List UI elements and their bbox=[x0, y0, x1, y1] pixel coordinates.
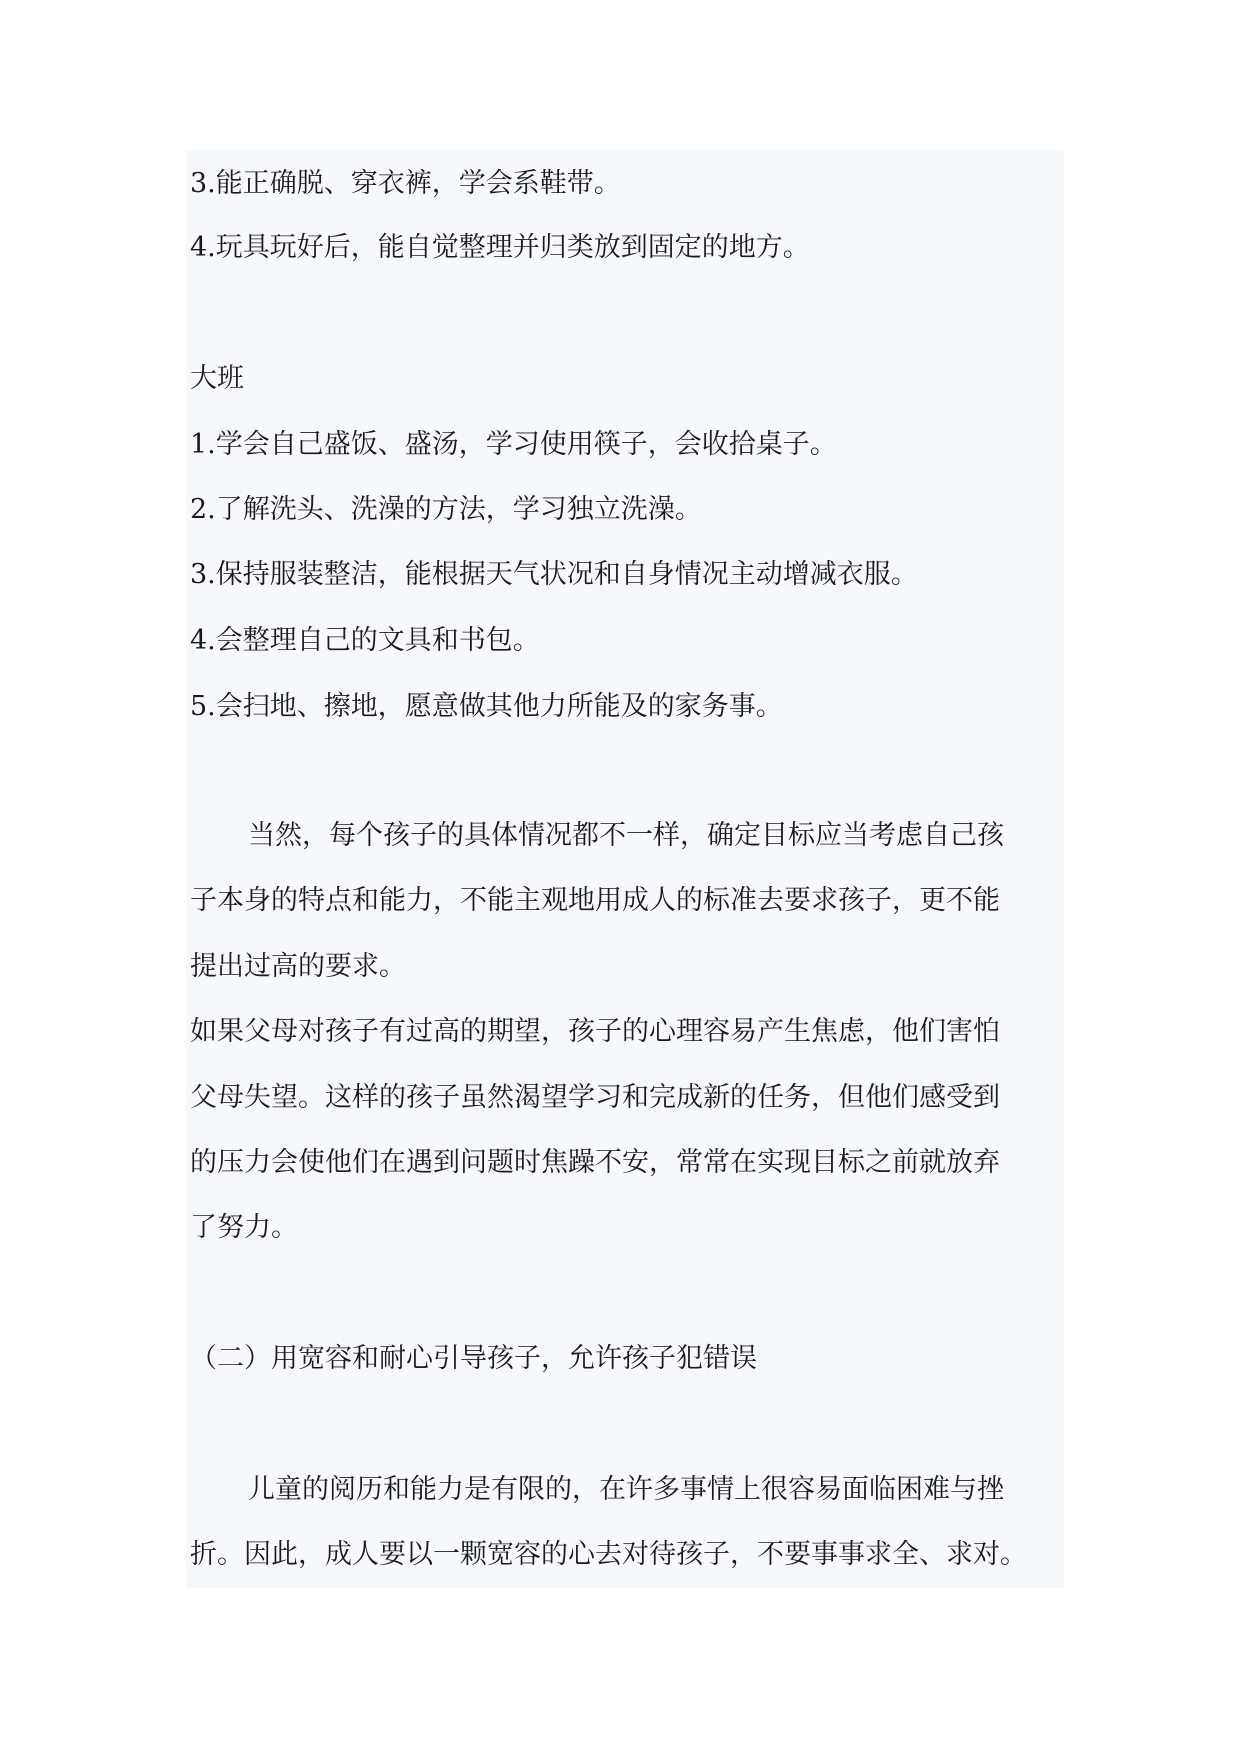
paragraph-line: 如果父母对孩子有过高的期望，孩子的心理容易产生焦虑，他们害怕 bbox=[190, 1016, 1000, 1047]
section-heading: （二）用宽容和耐心引导孩子，允许孩子犯错误 bbox=[190, 1343, 757, 1374]
paragraph-line: 当然，每个孩子的具体情况都不一样，确定目标应当考虑自己孩 bbox=[248, 820, 1004, 851]
paragraph-line: 提出过高的要求。 bbox=[190, 951, 406, 982]
list-item: 1.学会自己盛饭、盛汤，学习使用筷子，会收拾桌子。 bbox=[190, 429, 837, 460]
paragraph-line: 父母失望。这样的孩子虽然渴望学习和完成新的任务，但他们感受到 bbox=[190, 1082, 1000, 1113]
paragraph-line: 了努力。 bbox=[190, 1212, 298, 1243]
paragraph-line: 子本身的特点和能力，不能主观地用成人的标准去要求孩子，更不能 bbox=[190, 885, 1000, 916]
paragraph-line: 折。因此，成人要以一颗宽容的心去对待孩子，不要事事求全、求对。 bbox=[190, 1539, 1027, 1570]
paragraph-line: 儿童的阅历和能力是有限的，在许多事情上很容易面临困难与挫 bbox=[248, 1474, 1004, 1505]
list-item: 5.会扫地、擦地，愿意做其他力所能及的家务事。 bbox=[190, 691, 783, 722]
list-item: 3.能正确脱、穿衣裤，学会系鞋带。 bbox=[190, 168, 621, 199]
section-heading: 大班 bbox=[190, 363, 244, 394]
list-item: 4.会整理自己的文具和书包。 bbox=[190, 625, 540, 656]
list-item: 2.了解洗头、洗澡的方法，学习独立洗澡。 bbox=[190, 494, 702, 525]
list-item: 4.玩具玩好后，能自觉整理并归类放到固定的地方。 bbox=[190, 232, 810, 263]
list-item: 3.保持服装整洁，能根据天气状况和自身情况主动增减衣服。 bbox=[190, 559, 918, 590]
paragraph-line: 的压力会使他们在遇到问题时焦躁不安，常常在实现目标之前就放弃 bbox=[190, 1147, 1000, 1178]
